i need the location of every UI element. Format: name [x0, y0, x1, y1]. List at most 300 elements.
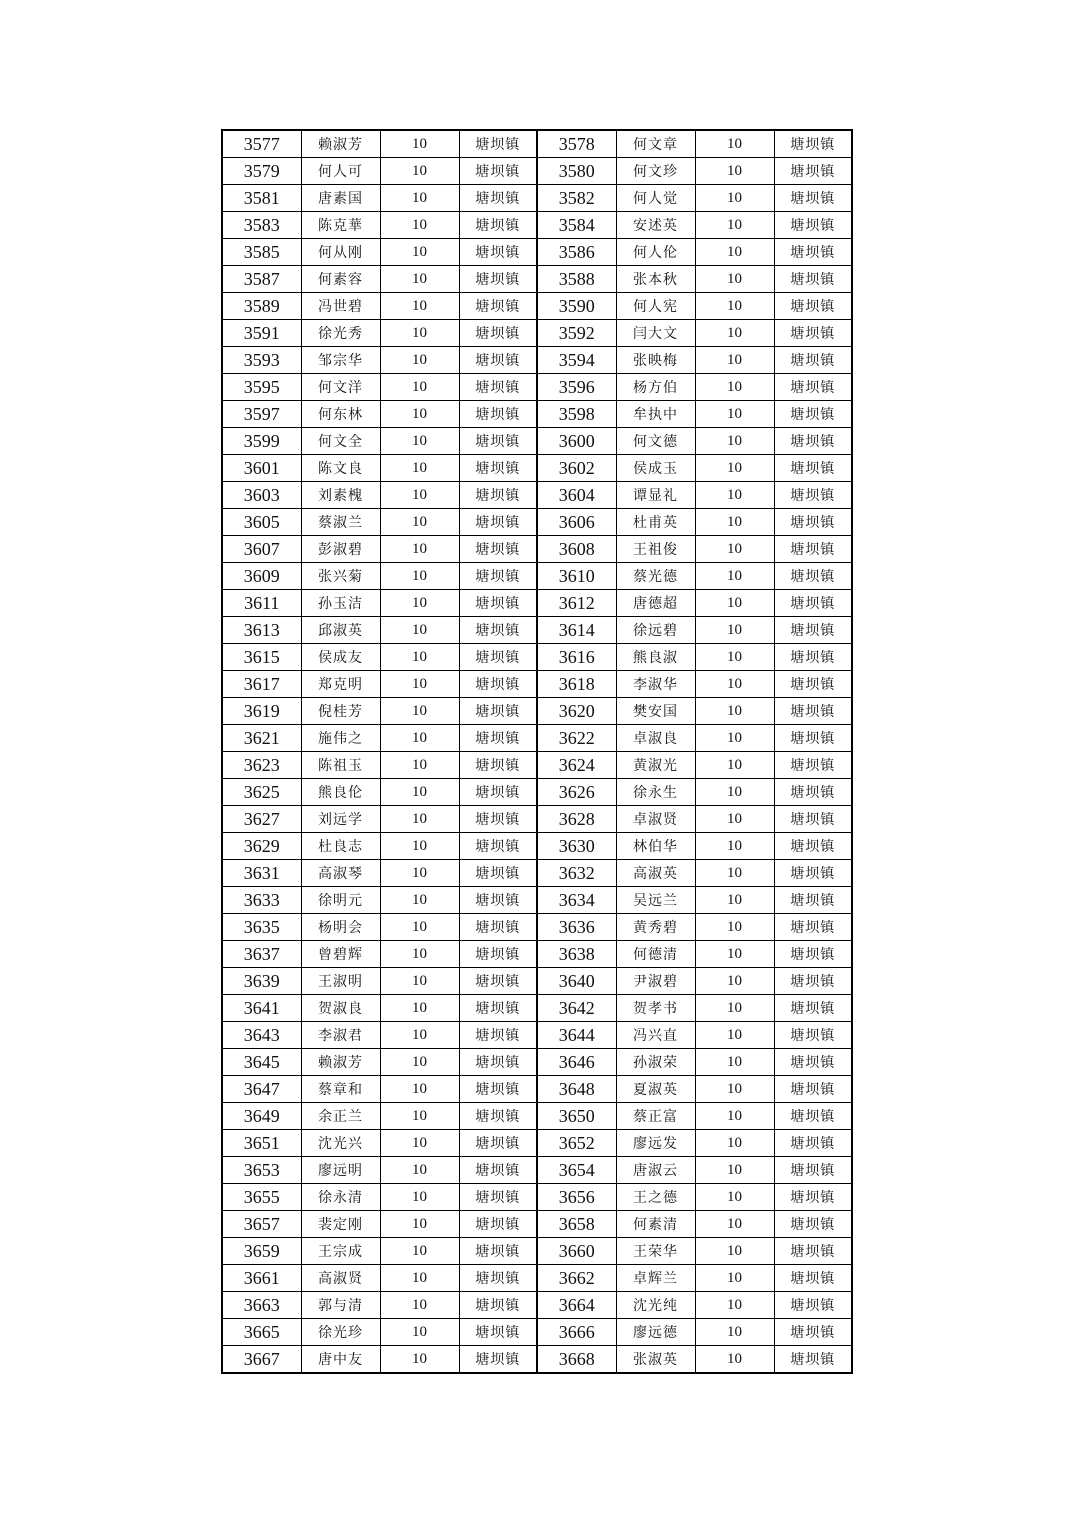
amount-cell: 10: [380, 455, 459, 482]
person-name-cell: 唐淑云: [616, 1157, 695, 1184]
town-name-cell: 塘坝镇: [774, 671, 852, 698]
amount-cell: 10: [380, 428, 459, 455]
table-row: [222, 644, 852, 671]
amount-cell: 10: [695, 1265, 774, 1292]
record-number-cell: 3664: [537, 1292, 616, 1319]
town-name-cell: 塘坝镇: [459, 185, 537, 212]
person-name-cell: 廖远发: [616, 1130, 695, 1157]
town-name-cell: 塘坝镇: [459, 320, 537, 347]
amount-cell: 10: [695, 401, 774, 428]
amount-cell: 10: [695, 698, 774, 725]
record-number-cell: 3647: [222, 1076, 301, 1103]
town-name-cell: 塘坝镇: [774, 239, 852, 266]
amount-cell: 10: [380, 1346, 459, 1374]
record-number-cell: 3657: [222, 1211, 301, 1238]
amount-cell: 10: [695, 806, 774, 833]
amount-cell: 10: [380, 887, 459, 914]
town-name-cell: 塘坝镇: [459, 617, 537, 644]
town-name-cell: 塘坝镇: [459, 995, 537, 1022]
person-name-cell: 张本秋: [616, 266, 695, 293]
person-name-cell: 樊安国: [616, 698, 695, 725]
amount-cell: 10: [380, 833, 459, 860]
town-name-cell: 塘坝镇: [774, 509, 852, 536]
town-name-cell: 塘坝镇: [774, 374, 852, 401]
amount-cell: 10: [695, 428, 774, 455]
table-row: [222, 401, 852, 428]
town-name-cell: 塘坝镇: [774, 1292, 852, 1319]
town-name-cell: 塘坝镇: [774, 833, 852, 860]
person-name-cell: 郑克明: [301, 671, 380, 698]
town-name-cell: 塘坝镇: [774, 887, 852, 914]
town-name-cell: 塘坝镇: [774, 914, 852, 941]
person-name-cell: 赖淑芳: [301, 130, 380, 158]
town-name-cell: 塘坝镇: [774, 1076, 852, 1103]
town-name-cell: 塘坝镇: [774, 1238, 852, 1265]
amount-cell: 10: [380, 1157, 459, 1184]
town-name-cell: 塘坝镇: [459, 1022, 537, 1049]
amount-cell: 10: [380, 509, 459, 536]
person-name-cell: 赖淑芳: [301, 1049, 380, 1076]
town-name-cell: 塘坝镇: [774, 860, 852, 887]
record-number-cell: 3655: [222, 1184, 301, 1211]
amount-cell: 10: [695, 1292, 774, 1319]
town-name-cell: 塘坝镇: [774, 1346, 852, 1374]
record-number-cell: 3603: [222, 482, 301, 509]
person-name-cell: 卓淑良: [616, 725, 695, 752]
person-name-cell: 闫大文: [616, 320, 695, 347]
table-row: [222, 509, 852, 536]
amount-cell: 10: [695, 752, 774, 779]
town-name-cell: 塘坝镇: [459, 1049, 537, 1076]
table-row: [222, 374, 852, 401]
amount-cell: 10: [380, 1292, 459, 1319]
table-row: [222, 1184, 852, 1211]
amount-cell: 10: [695, 158, 774, 185]
person-name-cell: 徐明元: [301, 887, 380, 914]
town-name-cell: 塘坝镇: [459, 779, 537, 806]
person-name-cell: 何文章: [616, 130, 695, 158]
town-name-cell: 塘坝镇: [459, 563, 537, 590]
roster-table: [221, 129, 853, 1374]
table-row: [222, 752, 852, 779]
record-number-cell: 3622: [537, 725, 616, 752]
town-name-cell: 塘坝镇: [774, 130, 852, 158]
person-name-cell: 侯成玉: [616, 455, 695, 482]
person-name-cell: 陈克華: [301, 212, 380, 239]
amount-cell: 10: [380, 941, 459, 968]
person-name-cell: 何文珍: [616, 158, 695, 185]
town-name-cell: 塘坝镇: [774, 752, 852, 779]
person-name-cell: 黄淑光: [616, 752, 695, 779]
person-name-cell: 张映梅: [616, 347, 695, 374]
amount-cell: 10: [695, 995, 774, 1022]
person-name-cell: 裴定刚: [301, 1211, 380, 1238]
town-name-cell: 塘坝镇: [459, 158, 537, 185]
table-row: [222, 1265, 852, 1292]
town-name-cell: 塘坝镇: [774, 1184, 852, 1211]
record-number-cell: 3616: [537, 644, 616, 671]
person-name-cell: 何素清: [616, 1211, 695, 1238]
record-number-cell: 3662: [537, 1265, 616, 1292]
amount-cell: 10: [380, 1265, 459, 1292]
record-number-cell: 3625: [222, 779, 301, 806]
person-name-cell: 李淑君: [301, 1022, 380, 1049]
record-number-cell: 3612: [537, 590, 616, 617]
person-name-cell: 蔡正富: [616, 1103, 695, 1130]
table-row: [222, 536, 852, 563]
town-name-cell: 塘坝镇: [459, 293, 537, 320]
amount-cell: 10: [695, 212, 774, 239]
town-name-cell: 塘坝镇: [774, 455, 852, 482]
roster-table-body: [222, 130, 852, 1373]
amount-cell: 10: [695, 725, 774, 752]
town-name-cell: 塘坝镇: [459, 1265, 537, 1292]
town-name-cell: 塘坝镇: [774, 401, 852, 428]
amount-cell: 10: [695, 671, 774, 698]
table-row: [222, 428, 852, 455]
town-name-cell: 塘坝镇: [459, 1292, 537, 1319]
amount-cell: 10: [380, 1319, 459, 1346]
person-name-cell: 杜良志: [301, 833, 380, 860]
town-name-cell: 塘坝镇: [459, 698, 537, 725]
town-name-cell: 塘坝镇: [774, 428, 852, 455]
town-name-cell: 塘坝镇: [459, 455, 537, 482]
person-name-cell: 何人宪: [616, 293, 695, 320]
town-name-cell: 塘坝镇: [459, 941, 537, 968]
amount-cell: 10: [695, 1346, 774, 1374]
person-name-cell: 徐光珍: [301, 1319, 380, 1346]
person-name-cell: 刘素槐: [301, 482, 380, 509]
record-number-cell: 3595: [222, 374, 301, 401]
record-number-cell: 3600: [537, 428, 616, 455]
table-row: [222, 563, 852, 590]
record-number-cell: 3606: [537, 509, 616, 536]
town-name-cell: 塘坝镇: [774, 617, 852, 644]
person-name-cell: 王之德: [616, 1184, 695, 1211]
table-row: [222, 725, 852, 752]
amount-cell: 10: [695, 1157, 774, 1184]
record-number-cell: 3643: [222, 1022, 301, 1049]
record-number-cell: 3650: [537, 1103, 616, 1130]
record-number-cell: 3656: [537, 1184, 616, 1211]
table-row: [222, 806, 852, 833]
person-name-cell: 杜甫英: [616, 509, 695, 536]
amount-cell: 10: [380, 185, 459, 212]
amount-cell: 10: [380, 752, 459, 779]
record-number-cell: 3599: [222, 428, 301, 455]
table-row: [222, 1346, 852, 1374]
record-number-cell: 3661: [222, 1265, 301, 1292]
amount-cell: 10: [380, 1184, 459, 1211]
amount-cell: 10: [695, 482, 774, 509]
amount-cell: 10: [380, 590, 459, 617]
town-name-cell: 塘坝镇: [459, 130, 537, 158]
amount-cell: 10: [380, 617, 459, 644]
record-number-cell: 3586: [537, 239, 616, 266]
record-number-cell: 3617: [222, 671, 301, 698]
person-name-cell: 王祖俊: [616, 536, 695, 563]
town-name-cell: 塘坝镇: [459, 1238, 537, 1265]
record-number-cell: 3632: [537, 860, 616, 887]
amount-cell: 10: [695, 887, 774, 914]
record-number-cell: 3605: [222, 509, 301, 536]
table-row: [222, 1157, 852, 1184]
town-name-cell: 塘坝镇: [459, 806, 537, 833]
amount-cell: 10: [695, 833, 774, 860]
record-number-cell: 3653: [222, 1157, 301, 1184]
table-row: [222, 995, 852, 1022]
record-number-cell: 3581: [222, 185, 301, 212]
town-name-cell: 塘坝镇: [774, 590, 852, 617]
person-name-cell: 黄秀碧: [616, 914, 695, 941]
person-name-cell: 熊良伦: [301, 779, 380, 806]
amount-cell: 10: [695, 374, 774, 401]
record-number-cell: 3585: [222, 239, 301, 266]
person-name-cell: 杨方伯: [616, 374, 695, 401]
record-number-cell: 3590: [537, 293, 616, 320]
table-row: [222, 1049, 852, 1076]
amount-cell: 10: [695, 860, 774, 887]
person-name-cell: 蔡光德: [616, 563, 695, 590]
table-row: [222, 1022, 852, 1049]
record-number-cell: 3649: [222, 1103, 301, 1130]
record-number-cell: 3658: [537, 1211, 616, 1238]
town-name-cell: 塘坝镇: [459, 1130, 537, 1157]
table-row: [222, 779, 852, 806]
record-number-cell: 3665: [222, 1319, 301, 1346]
person-name-cell: 王荣华: [616, 1238, 695, 1265]
person-name-cell: 冯兴直: [616, 1022, 695, 1049]
town-name-cell: 塘坝镇: [459, 887, 537, 914]
amount-cell: 10: [380, 482, 459, 509]
person-name-cell: 贺淑良: [301, 995, 380, 1022]
person-name-cell: 陈祖玉: [301, 752, 380, 779]
town-name-cell: 塘坝镇: [774, 1022, 852, 1049]
person-name-cell: 冯世碧: [301, 293, 380, 320]
person-name-cell: 邹宗华: [301, 347, 380, 374]
person-name-cell: 廖远德: [616, 1319, 695, 1346]
record-number-cell: 3633: [222, 887, 301, 914]
person-name-cell: 倪桂芳: [301, 698, 380, 725]
amount-cell: 10: [380, 401, 459, 428]
town-name-cell: 塘坝镇: [459, 266, 537, 293]
record-number-cell: 3619: [222, 698, 301, 725]
table-row: [222, 347, 852, 374]
amount-cell: 10: [380, 779, 459, 806]
record-number-cell: 3580: [537, 158, 616, 185]
town-name-cell: 塘坝镇: [459, 1184, 537, 1211]
town-name-cell: 塘坝镇: [459, 347, 537, 374]
amount-cell: 10: [695, 239, 774, 266]
town-name-cell: 塘坝镇: [459, 1346, 537, 1374]
table-row: [222, 671, 852, 698]
town-name-cell: 塘坝镇: [459, 428, 537, 455]
town-name-cell: 塘坝镇: [459, 968, 537, 995]
amount-cell: 10: [695, 563, 774, 590]
table-row: [222, 239, 852, 266]
record-number-cell: 3582: [537, 185, 616, 212]
table-row: [222, 698, 852, 725]
amount-cell: 10: [695, 320, 774, 347]
person-name-cell: 陈文良: [301, 455, 380, 482]
amount-cell: 10: [380, 130, 459, 158]
person-name-cell: 夏淑英: [616, 1076, 695, 1103]
amount-cell: 10: [380, 671, 459, 698]
record-number-cell: 3627: [222, 806, 301, 833]
person-name-cell: 高淑琴: [301, 860, 380, 887]
record-number-cell: 3592: [537, 320, 616, 347]
person-name-cell: 何东林: [301, 401, 380, 428]
amount-cell: 10: [380, 1049, 459, 1076]
person-name-cell: 廖远明: [301, 1157, 380, 1184]
record-number-cell: 3601: [222, 455, 301, 482]
person-name-cell: 何人可: [301, 158, 380, 185]
town-name-cell: 塘坝镇: [774, 266, 852, 293]
record-number-cell: 3652: [537, 1130, 616, 1157]
town-name-cell: 塘坝镇: [459, 752, 537, 779]
person-name-cell: 唐德超: [616, 590, 695, 617]
table-row: [222, 320, 852, 347]
amount-cell: 10: [380, 563, 459, 590]
amount-cell: 10: [695, 617, 774, 644]
person-name-cell: 尹淑碧: [616, 968, 695, 995]
record-number-cell: 3607: [222, 536, 301, 563]
amount-cell: 10: [695, 1238, 774, 1265]
amount-cell: 10: [380, 158, 459, 185]
table-row: [222, 1319, 852, 1346]
record-number-cell: 3638: [537, 941, 616, 968]
amount-cell: 10: [695, 347, 774, 374]
town-name-cell: 塘坝镇: [459, 590, 537, 617]
record-number-cell: 3659: [222, 1238, 301, 1265]
town-name-cell: 塘坝镇: [459, 374, 537, 401]
amount-cell: 10: [380, 1238, 459, 1265]
table-row: [222, 860, 852, 887]
table-row: [222, 130, 852, 158]
town-name-cell: 塘坝镇: [459, 509, 537, 536]
town-name-cell: 塘坝镇: [774, 293, 852, 320]
record-number-cell: 3583: [222, 212, 301, 239]
amount-cell: 10: [380, 806, 459, 833]
record-number-cell: 3660: [537, 1238, 616, 1265]
amount-cell: 10: [695, 185, 774, 212]
record-number-cell: 3621: [222, 725, 301, 752]
person-name-cell: 王宗成: [301, 1238, 380, 1265]
town-name-cell: 塘坝镇: [774, 212, 852, 239]
record-number-cell: 3578: [537, 130, 616, 158]
table-row: [222, 1076, 852, 1103]
record-number-cell: 3589: [222, 293, 301, 320]
record-number-cell: 3623: [222, 752, 301, 779]
amount-cell: 10: [380, 347, 459, 374]
amount-cell: 10: [380, 374, 459, 401]
person-name-cell: 何人伦: [616, 239, 695, 266]
amount-cell: 10: [380, 293, 459, 320]
record-number-cell: 3591: [222, 320, 301, 347]
amount-cell: 10: [695, 914, 774, 941]
amount-cell: 10: [380, 536, 459, 563]
person-name-cell: 何德清: [616, 941, 695, 968]
person-name-cell: 何素容: [301, 266, 380, 293]
table-row: [222, 455, 852, 482]
record-number-cell: 3620: [537, 698, 616, 725]
town-name-cell: 塘坝镇: [774, 1265, 852, 1292]
table-row: [222, 158, 852, 185]
record-number-cell: 3640: [537, 968, 616, 995]
amount-cell: 10: [695, 1130, 774, 1157]
table-row: [222, 914, 852, 941]
amount-cell: 10: [380, 1130, 459, 1157]
town-name-cell: 塘坝镇: [774, 725, 852, 752]
record-number-cell: 3577: [222, 130, 301, 158]
person-name-cell: 何文德: [616, 428, 695, 455]
table-row: [222, 833, 852, 860]
record-number-cell: 3646: [537, 1049, 616, 1076]
person-name-cell: 蔡章和: [301, 1076, 380, 1103]
record-number-cell: 3588: [537, 266, 616, 293]
person-name-cell: 刘远学: [301, 806, 380, 833]
table-row: [222, 590, 852, 617]
record-number-cell: 3613: [222, 617, 301, 644]
amount-cell: 10: [380, 1076, 459, 1103]
person-name-cell: 唐中友: [301, 1346, 380, 1374]
record-number-cell: 3641: [222, 995, 301, 1022]
amount-cell: 10: [695, 1076, 774, 1103]
person-name-cell: 牟执中: [616, 401, 695, 428]
table-row: [222, 1130, 852, 1157]
amount-cell: 10: [695, 779, 774, 806]
amount-cell: 10: [695, 1184, 774, 1211]
person-name-cell: 何从刚: [301, 239, 380, 266]
table-row: [222, 941, 852, 968]
amount-cell: 10: [695, 1319, 774, 1346]
town-name-cell: 塘坝镇: [459, 1211, 537, 1238]
town-name-cell: 塘坝镇: [459, 1157, 537, 1184]
record-number-cell: 3608: [537, 536, 616, 563]
record-number-cell: 3609: [222, 563, 301, 590]
record-number-cell: 3598: [537, 401, 616, 428]
person-name-cell: 余正兰: [301, 1103, 380, 1130]
person-name-cell: 李淑华: [616, 671, 695, 698]
table-row: [222, 1238, 852, 1265]
record-number-cell: 3634: [537, 887, 616, 914]
amount-cell: 10: [695, 293, 774, 320]
person-name-cell: 高淑英: [616, 860, 695, 887]
record-number-cell: 3584: [537, 212, 616, 239]
amount-cell: 10: [695, 509, 774, 536]
record-number-cell: 3631: [222, 860, 301, 887]
record-number-cell: 3597: [222, 401, 301, 428]
record-number-cell: 3645: [222, 1049, 301, 1076]
record-number-cell: 3629: [222, 833, 301, 860]
table-row: [222, 266, 852, 293]
town-name-cell: 塘坝镇: [774, 320, 852, 347]
town-name-cell: 塘坝镇: [459, 860, 537, 887]
record-number-cell: 3642: [537, 995, 616, 1022]
record-number-cell: 3626: [537, 779, 616, 806]
amount-cell: 10: [380, 644, 459, 671]
town-name-cell: 塘坝镇: [774, 968, 852, 995]
record-number-cell: 3635: [222, 914, 301, 941]
amount-cell: 10: [695, 968, 774, 995]
town-name-cell: 塘坝镇: [774, 644, 852, 671]
town-name-cell: 塘坝镇: [774, 698, 852, 725]
person-name-cell: 王淑明: [301, 968, 380, 995]
person-name-cell: 卓辉兰: [616, 1265, 695, 1292]
table-row: [222, 1211, 852, 1238]
amount-cell: 10: [695, 1211, 774, 1238]
town-name-cell: 塘坝镇: [774, 347, 852, 374]
